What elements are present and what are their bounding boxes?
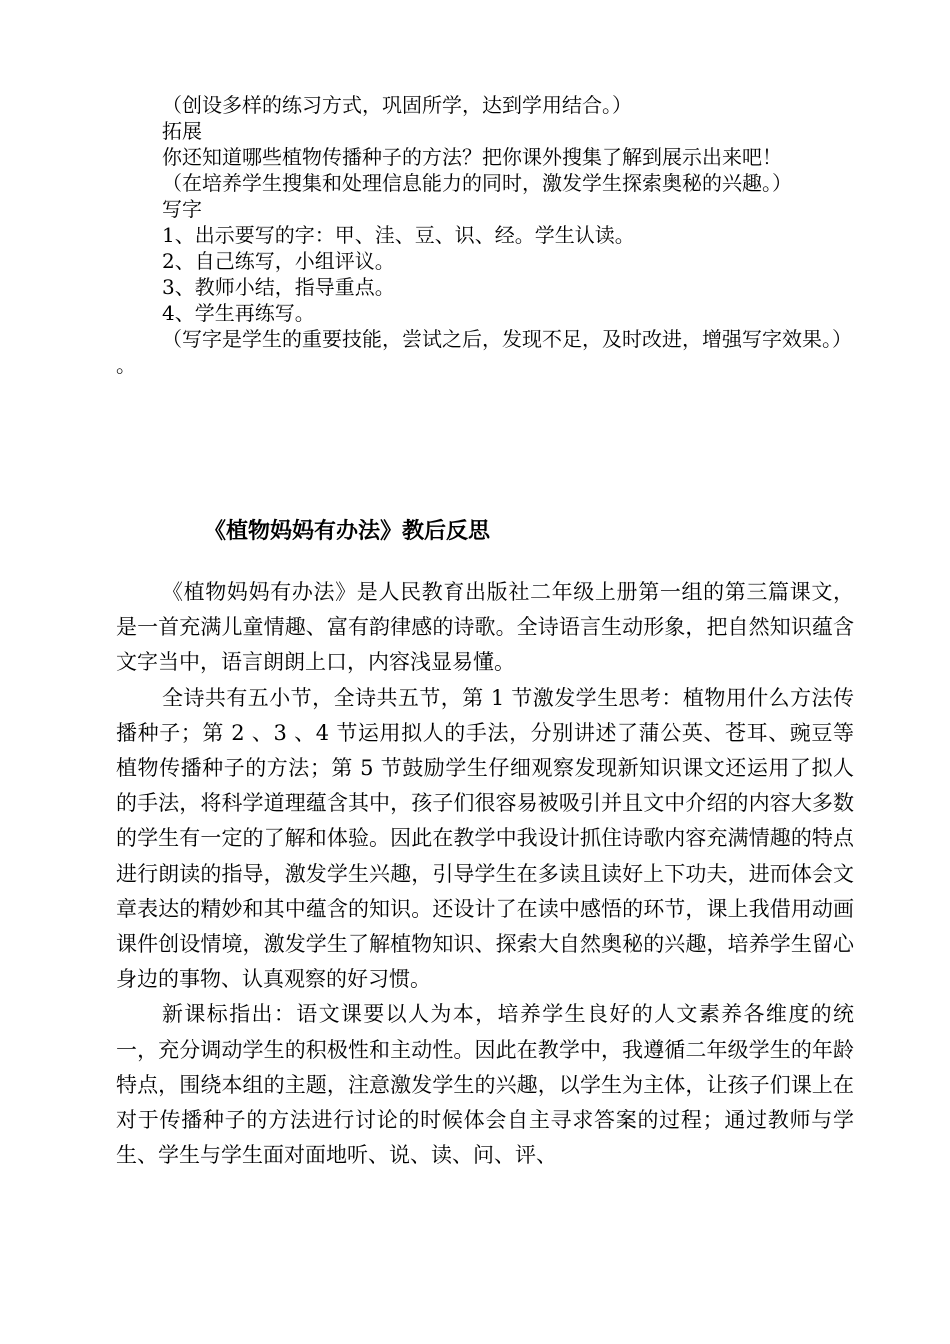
text-line: 你还知道哪些植物传播种子的方法？把你课外搜集了解到展示出来吧！ — [162, 145, 782, 169]
text-line: （在培养学生搜集和处理信息能力的同时，激发学生探索奥秘的兴趣。） — [162, 171, 792, 195]
step-item: 2、自己练写，小组评议。 — [162, 249, 395, 273]
step-item: 1、出示要写的字：甲、洼、豆、识、经。学生认读。 — [162, 223, 635, 247]
paragraph: 全诗共有五小节，全诗共五节，第 1 节激发学生思考：植物用什么方法传播种子；第 2 、3 、4 节运用拟人的手法，分别讲述了蒲公英、苍耳、豌豆等植物传播种子的方法；第 5 节鼓励学生仔细观察发现新知识课文还运用了拟人的手法，将科学道理蕴含其中，孩子们很容易被吸引并且文中介绍的内容大多数的学生有一定的了解和体验。因此在教学中我设计抓住诗歌内容充满情趣的特点进行朗读的指导，激发学生兴趣，引导学生在多读且读好上下功夫，进而体会文章表达的精妙和其中蕴含的知识。还设计了在读中感悟的环节，课上我借用动画课件创设情境，激发学生了解植物知识、探索大自然奥秘的兴趣，培养学生留心身边的事物、认真观察的好习惯。 — [116, 685, 854, 992]
reflection-body — [116, 575, 854, 1173]
step-item: 4、学生再练写。 — [162, 301, 315, 325]
section-heading-writing: 写字 — [162, 197, 202, 221]
paragraph: 新课标指出：语文课要以人为本，培养学生良好的人文素养各维度的统一，充分调动学生的积极性和主动性。因此在教学中，我遵循二年级学生的年龄特点，围绕本组的主题，注意激发学生的兴趣，以学生为主体，让孩子们课上在对于传播种子的方法进行讨论的时候体会自主寻求答案的过程；通过教师与学生、学生与学生面对面地听、说、读、问、评、 — [116, 1002, 854, 1168]
section-heading-extension: 拓展 — [162, 119, 202, 143]
lesson-plan-section — [116, 92, 854, 378]
text-line: （创设多样的练习方式，巩固所学，达到学用结合。） — [162, 93, 632, 117]
text-line: 。 — [116, 353, 136, 377]
text-line: （写字是学生的重要技能，尝试之后，发现不足，及时改进，增强写字效果。） — [162, 327, 852, 351]
step-item: 3、教师小结，指导重点。 — [162, 275, 395, 299]
reflection-title: 《植物妈妈有办法》教后反思 — [204, 519, 491, 544]
paragraph: 《植物妈妈有办法》是人民教育出版社二年级上册第一组的第三篇课文，是一首充满儿童情趣、富有韵律感的诗歌。全诗语言生动形象，把自然知识蕴含文字当中，语言朗朗上口，内容浅显易懂。 — [116, 580, 854, 675]
